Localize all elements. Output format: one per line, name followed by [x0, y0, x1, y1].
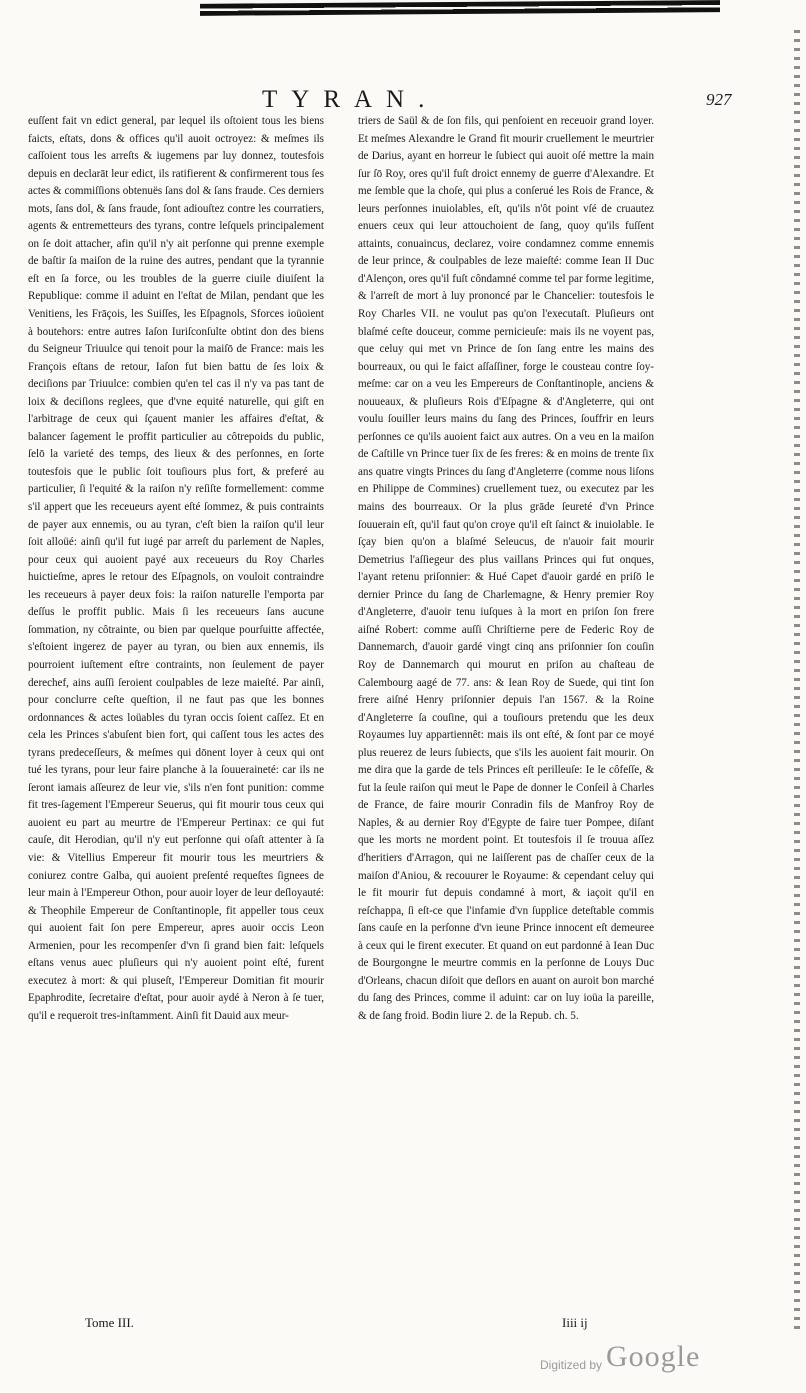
- top-decorative-rule: [200, 0, 720, 16]
- right-column-body: triers de Saül & de ſon fils, qui penſoient en receuoir grand loyer. Et meſmes Alexandre le Grand fit mourir cruellement le meurtrier de Darius, ayant en horreur le ſubiect qui auoit oſé mettre la main ſur ſō Roy, ores qu'il fuſt droict ennemy de guerre d'Alexandre. Et me ſemble que la choſe, qui plus a conſerué les Rois de France, & leurs perſonnes inuiolables, eſt, qu'ils n'ôt point vſé de cruautez enuers ceux qui leur attouchoient de ſang, quoy qu'ils fuſſent attaints, conuaincus, declarez, voire condamnez comme ennemis de leur prince, & coulpables de leze maieſté: comme Iean II Duc d'Alençon, ores qu'il fuſt côndamné comme tel par forme legitime, & l'arreſt de mort à luy prononcé par le Chancelier: toutesfois le Roy Charles VII. ne voulut pas qu'on l'executaſt. Pluſieurs ont blaſmé ceſte douceur, comme pernicieuſe: mais ils ne voyent pas, que celuy qui met vn Prince de ſon ſang entre les mains des bourreaux, ou qui le faict aſſaſſiner, forge le cousteau contre ſoy-meſme: car on a veu les Empereurs de Conſtantinople, anciens & nouueaux, & pluſieurs Rois d'Eſpagne & d'Angleterre, qui ont voulu ſouiller leurs mains du ſang des Princes, ſouffrir en leurs perſonnes ce qu'ils auoient faict aux autres. On a veu en la maiſon de Caſtille vn Prince tuer ſix de ſes freres: & en moins de trente ſix ans quatre vingts Princes du ſang d'Angleterre (comme nous liſons en Philippe de Commines) cruellement tuez, ou executez par les mains des bourreaux. Or la plus grāde ſeureté d'vn Prince ſouuerain eſt, qu'il faut qu'on croye qu'il eſt ſainct & inuiolable. Ie ſçay bien qu'on a blaſmé Seleucus, de n'auoir fait mourir Demetrius l'aſſiegeur des plus vaillans Princes qui fut onques, l'ayant retenu priſonnier: & Hué Capet d'auoir gardé en priſō le dernier Prince du ſang de Charlemagne, & Henry premier Roy d'Angleterre, d'auoir tenu iuſques à la mort en priſon ſon frere aiſné Robert: comme auſſi Chriſtierne pere de Federic Roy de Dannemarch, d'auoir gardé vingt cinq ans priſonnier ſon couſin Roy de Dannemarch qui mourut en priſon au chaſteau de Calembourg aagé de 77. ans: & Iean Roy de Suede, qui tint ſon frere aiſné Henry priſonnier depuis l'an 1567. & la Roine d'Angleterre ſa couſine, qui a touſiours pretendu que les deux Royaumes luy appartiennêt: mais ils ont eſté, & ſont par ce moyé plus reuerez de leurs ſubiects, que s'ils les auoient fait mourir. On me dira que la garde de tels Princes eſt perilleuſe: Ie le côfeſſe, & fut la ſeule raiſon qui meut le Pape de donner le Conſeil à Charles de France, de faire mourir Conradin fils de Manfroy Roy de Naples, & au dernier Roy d'Egypte de faire tuer Pompee, diſant que les morts ne mordent point. Et toutesfois il ſe trouua aſſez d'heritiers d'Arragon, qui ne laiſſerent pas de chaſſer ceux de la maiſon d'Aniou, & recouurer le Royaume: & cependant celuy qui le fit mourir fut depuis condamné à mort, & iaçoit qu'il en reſchappa, ſi eſt-ce que l'infamie d'vn ſupplice deteſtable commis ſans cauſe en la perſonne d'vn ieune Prince innocent eſt demeuree à ceux qui le firent executer. Et quand on eut pardonné à Iean Duc de Bourgongne le meurtre commis en la perſonne de Louys Duc d'Orleans, chacun diſoit que deſlors en auant on auroit bon marché du ſang des Princes, comme il aduint: car on luy ioüa la pareille, & de ſang froid. Bodin liure 2. de la Repub. ch. 5.: [358, 115, 654, 1022]
- right-text-column: [358, 113, 654, 1025]
- watermark-prefix: Digitized by: [540, 1358, 603, 1372]
- running-head: [0, 86, 806, 116]
- digitized-watermark: [540, 1340, 790, 1380]
- left-text-column: [28, 113, 324, 1025]
- google-logo-text: Google: [606, 1340, 701, 1373]
- page-title: TYRAN.: [262, 86, 439, 113]
- left-column-body: euſſent fait vn edict general, par lequel ils oſtoient tous les biens faicts, eſtats, dons & offices qu'il auoit octroyez: & meſmes ils caſſoient tous les arreſts & iugemens par luy donnez, toutesfois depuis en declarāt leur edict, ils ratifierent & confirmerent tous ſes actes & commiſſions obtenuës ſans dol & ſans fraude. Ces derniers mots, ſans dol, & ſans fraude, ſont adiouſtez contre les courratiers, agents & entremetteurs des tyrans, contre leſquels principalement on ſe doit attacher, afin qu'il n'y ait perſonne qui prenne exemple de baſtir ſa maiſon de la ruine des autres, pendant que la tyrannie eſt en ſa force, ou les troubles de la guerre ciuile diuiſent la Republique: comme il aduint en l'eſtat de Milan, pendant que les Venitiens, les Frāçois, les Suiſſes, les Eſpagnols, Sforces ioüoient à boutehors: entre autres Iaſon Iuriſconſulte obtint don des biens du Seigneur Triuulce qui tenoit pour la maiſō de France: mais les François eſtans de retour, Iaſon fut bien battu de ſes loix & deciſions par Triuulce: combien qu'en tel cas il n'y va pas tant de loix & deciſions reglees, que d'vne equité naturelle, qui giſt en l'arbitrage de ceux qui ſçauent manier les affaires d'eſtat, & balancer ſagement le proffit particulier au côtrepoids du public, ſelō la varieté des temps, des lieux & des perſonnes, en ſorte toutesfois que le public ſoit touſiours plus fort, & preferé au particulier, ſi l'equité & la raiſon n'y reſiſte formellement: comme s'il appert que les receueurs ayent eſté ſommez, & puis contraints de payer aux ennemis, ou au tyran, c'eſt bien la raiſon qu'il leur ſoit alloüé: ainſi qu'il fut iugé par arreſt du parlement de Naples, pour ceux qui auoient payé aux receueurs du Roy Charles huictieſme, apres le retour des Eſpagnols, on vouloit contraindre les receueurs à payer deux fois: la raiſon naturelle l'emporta par deſſus le proffit public. Mais ſi les receueurs ſans aucune ſommation, ny côtrainte, ou bien par quelque pourſuitte affectée, s'eſtoient ingerez de payer au tyran, ou bien aux ennemis, ils pourroient iuſtement eſtre contraints, non ſeulement de payer derechef, ains auſſi ſeroient coulpables de leze maieſté. Par ainſi, pour conclurre ceſte queſtion, il ne faut pas que les bonnes ordonnances & actes loüables du tyran occis ſoient caſſez. Et en cela les Princes s'abuſent bien fort, qui caſſent tous les actes des tyrans predeceſſeurs, & meſmes qui dōnent loyer à ceux qui ont tué les tyrans, pour leur faire planche à la ſouueraineté: car ils ne ſeront iamais aſſeurez de leur vie, s'ils n'en font punition: comme fit tres-ſagement l'Empereur Seuerus, qui fit mourir tous ceux qui auoient eu part au meurtre de l'Empereur Pertinax: ce qui fut cauſe, dit Herodian, qu'il n'y eut perſonne qui oſaſt attenter à ſa vie: & Vitellius Empereur fit mourir tous les meurtriers & coniurez contre Galba, qui auoient preſenté requeſtes ſignees de leur main à l'Empereur Othon, pour auoir loyer de leur deſloyauté: & Theophile Empereur de Conſtantinople, fit appeller tous ceux qui auoient fait ſon pere Empereur, apres auoir occis Leon Armenien, pour les recompenſer d'vn ſi grand bien fait: leſquels eſtans venus auec pluſieurs qui n'y auoient point eſté, furent executez à mort: & qui pluseſt, l'Empereur Domitian fit mourir Epaphrodite, ſecretaire d'eſtat, pour auoir aydé à Neron à ſe tuer, qu'il e requeroit tres-inſtamment. Ainſi fit Dauid aux meur-: [28, 115, 324, 1022]
- page-number: 927: [706, 90, 732, 109]
- volume-label: Tome III.: [85, 1315, 134, 1330]
- signature-mark: Iiii ij: [562, 1315, 588, 1330]
- page-edge-shadow: [794, 30, 800, 1330]
